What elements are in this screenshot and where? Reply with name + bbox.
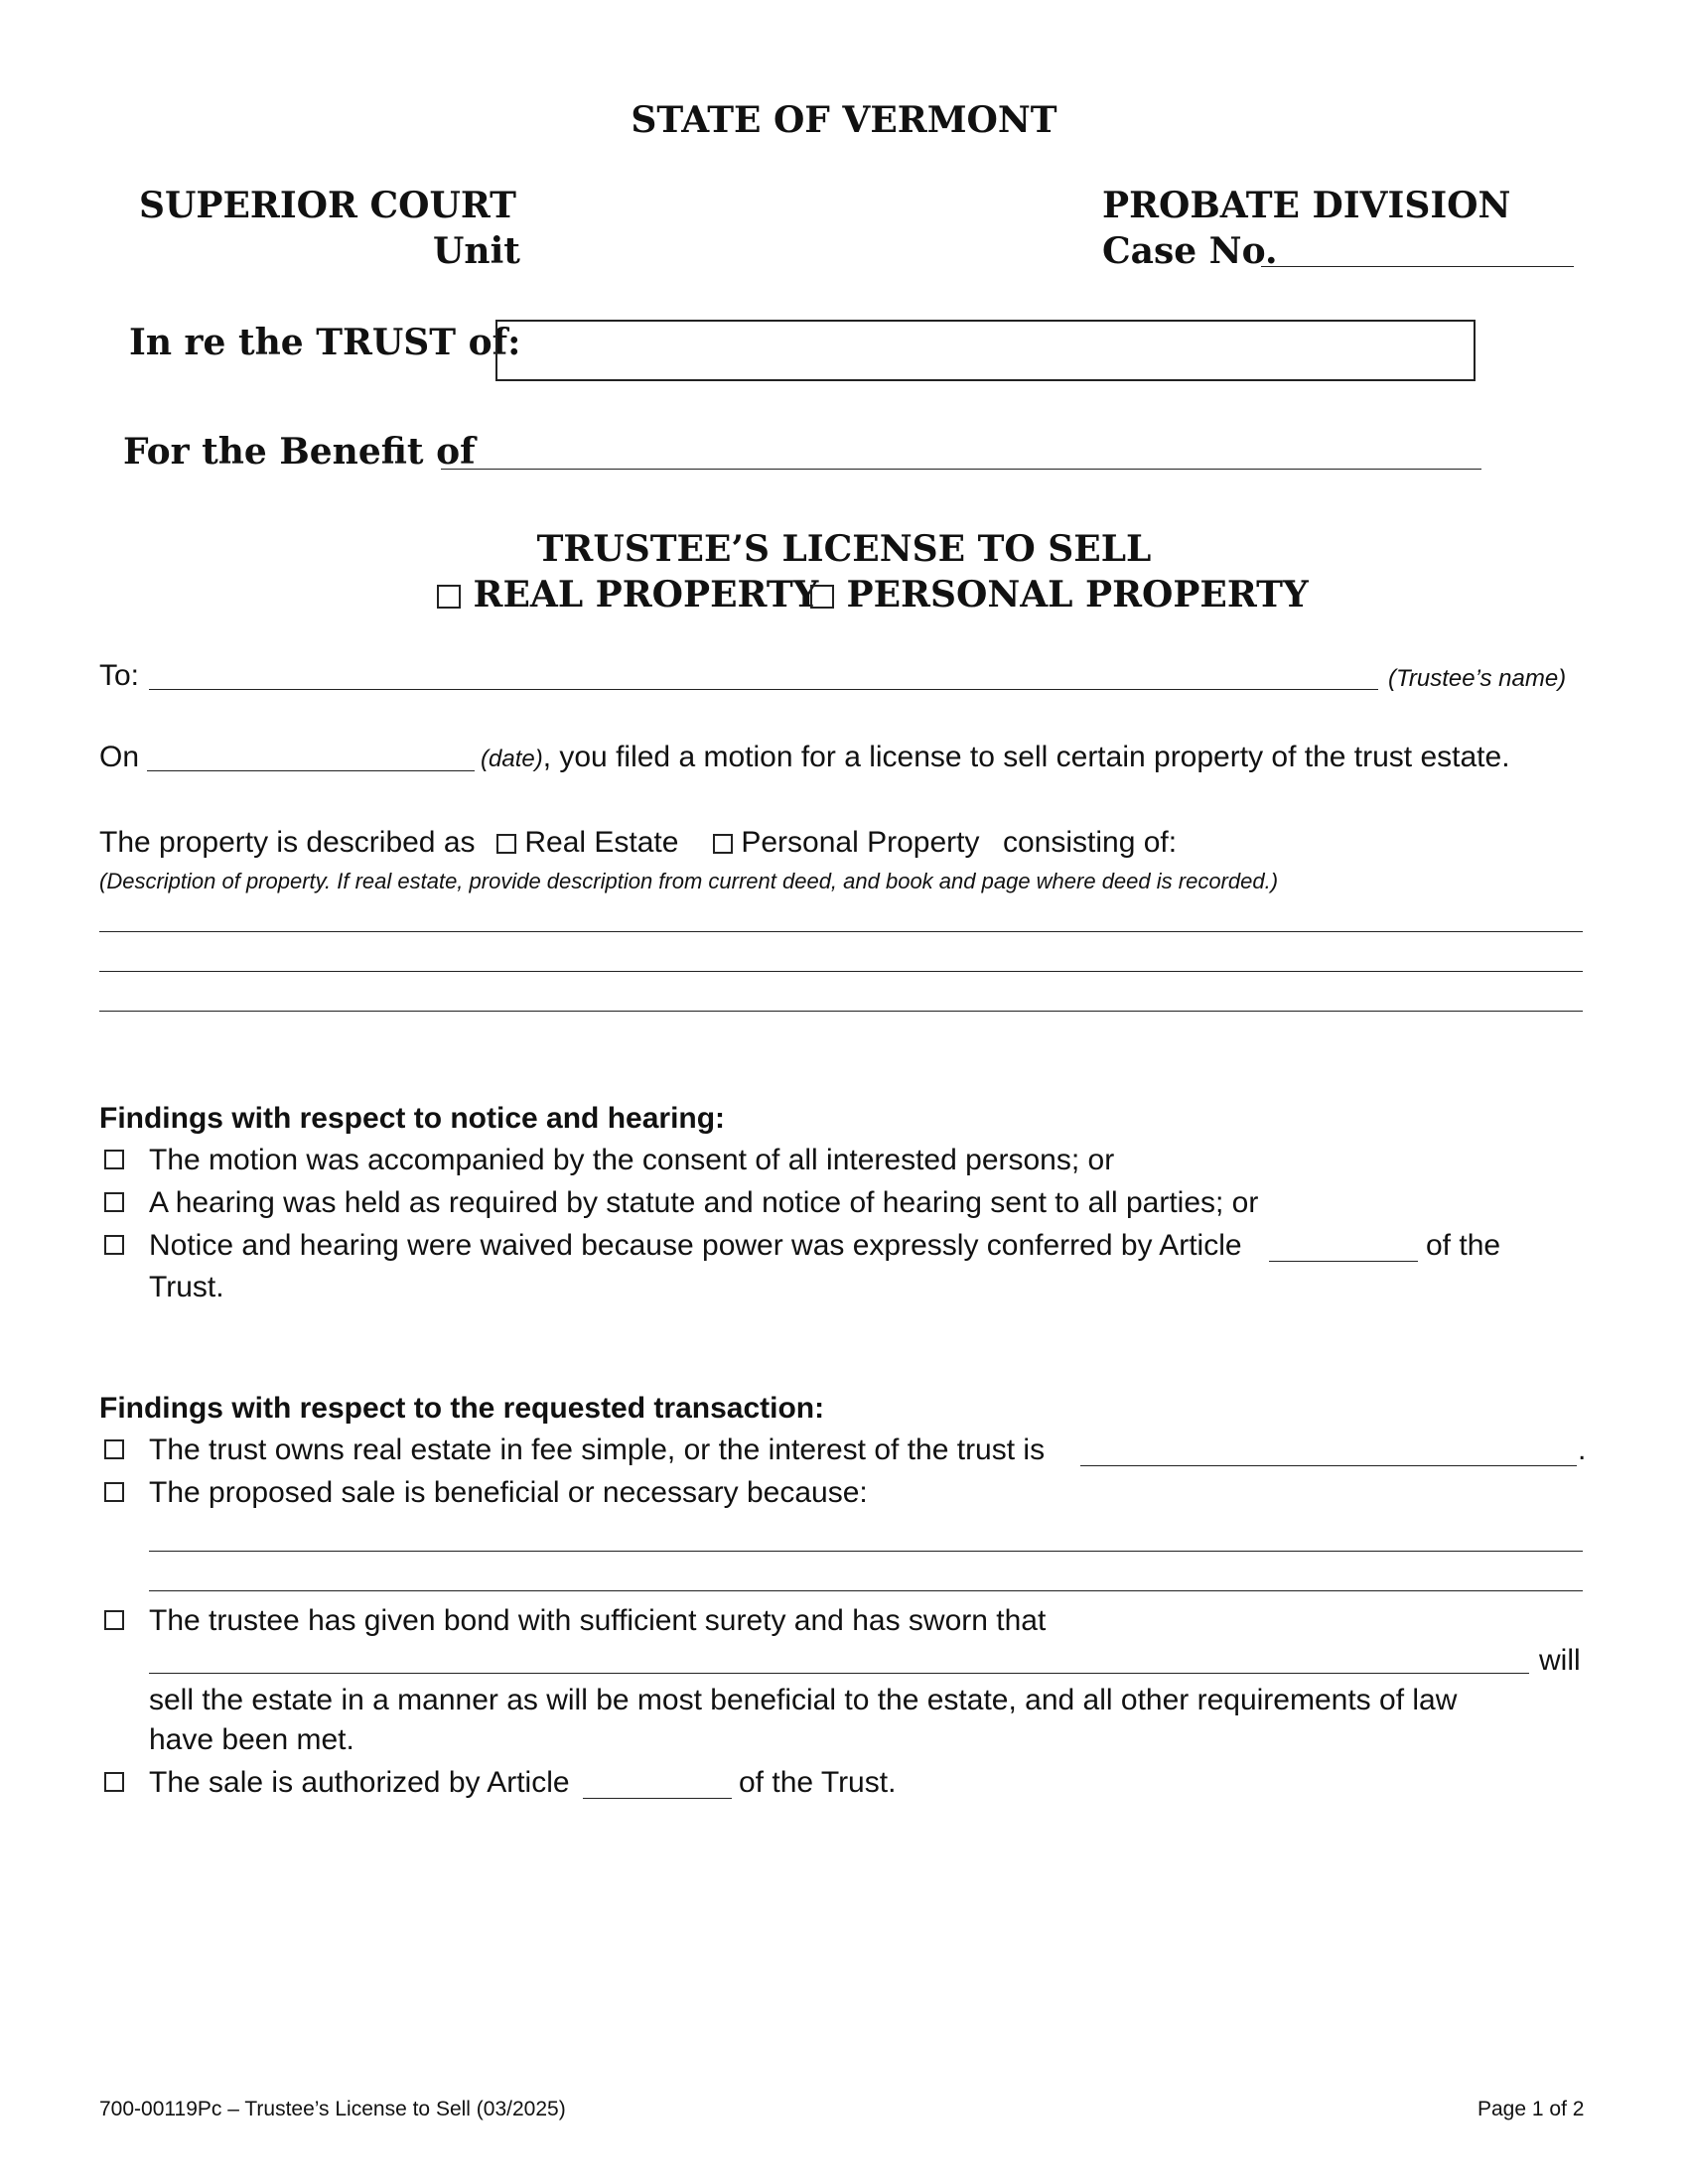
bond-sell-text: sell the estate in a manner as will be most beneficial to the estate, and all other requirements of law (149, 1684, 1458, 1716)
real-estate-checkbox[interactable] (496, 834, 516, 854)
property-label: The property is described as (99, 826, 476, 859)
trustee-name-field[interactable] (149, 689, 1378, 690)
trust-name-field[interactable] (495, 320, 1476, 381)
notice-waived-text: Notice and hearing were waived because power was expressly conferred by Article (149, 1229, 1242, 1262)
case-no-field[interactable] (1261, 266, 1574, 267)
benefit-label: For the Benefit of (123, 431, 476, 473)
findings-notice-heading: Findings with respect to notice and hearing: (99, 1102, 726, 1135)
property-desc-line-2[interactable] (99, 971, 1583, 972)
personal-property-option[interactable] (810, 574, 1309, 615)
unit-label: Unit (433, 230, 520, 272)
motion-text: , you filed a motion for a license to sell certain property of the trust estate. (542, 741, 1510, 773)
division-name: PROBATE DIVISION (1102, 185, 1511, 226)
bond-met-text: have been met. (149, 1723, 354, 1756)
on-label: On (99, 741, 140, 773)
authorized-of-trust-text: of the Trust. (739, 1766, 897, 1799)
bond-text: The trustee has given bond with sufficient surety and has sworn that (149, 1604, 1047, 1637)
notice-hearing-checkbox[interactable] (104, 1192, 124, 1212)
date-hint: (date) (481, 746, 543, 772)
fee-simple-text: The trust owns real estate in fee simple, or the interest of the trust is (149, 1433, 1046, 1466)
sworn-name-field[interactable] (149, 1673, 1529, 1674)
authorized-checkbox[interactable] (104, 1772, 124, 1792)
personal-property-opt[interactable] (713, 826, 979, 860)
trustee-name-hint: (Trustee’s name) (1388, 665, 1567, 692)
page-number: Page 1 of 2 (1477, 2098, 1585, 2120)
motion-date-row (481, 741, 1510, 774)
fee-simple-period: . (1578, 1433, 1587, 1466)
notice-consent-text: The motion was accompanied by the consent of all interested persons; or (149, 1144, 1115, 1176)
notice-waived-checkbox[interactable] (104, 1235, 124, 1255)
trust-interest-field[interactable] (1080, 1465, 1577, 1466)
in-re-label: In re the TRUST of: (129, 322, 521, 363)
real-property-checkbox[interactable] (437, 585, 461, 609)
notice-article-field[interactable] (1269, 1261, 1418, 1262)
real-property-option[interactable] (437, 574, 818, 615)
personal-property-label: PERSONAL PROPERTY (846, 574, 1309, 615)
notice-trust-text: Trust. (149, 1271, 224, 1303)
beneficial-reason-line-2[interactable] (149, 1590, 1583, 1591)
state-heading: STATE OF VERMONT (631, 99, 1057, 141)
notice-of-the-text: of the (1426, 1229, 1501, 1262)
notice-hearing-text: A hearing was held as required by statute and notice of hearing sent to all parties; or (149, 1186, 1259, 1219)
personal-property-checkbox[interactable] (810, 585, 834, 609)
consisting-label: consisting of: (1003, 826, 1178, 859)
real-estate-label: Real Estate (524, 826, 679, 859)
beneficiary-field[interactable] (441, 469, 1481, 470)
form-id: 700-00119Pc – Trustee’s License to Sell (03/2025) (99, 2098, 566, 2120)
beneficial-text: The proposed sale is beneficial or necessary because: (149, 1476, 868, 1509)
bond-checkbox[interactable] (104, 1610, 124, 1630)
court-name: SUPERIOR COURT (139, 185, 516, 226)
authorized-article-field[interactable] (583, 1798, 732, 1799)
beneficial-reason-line-1[interactable] (149, 1551, 1583, 1552)
notice-consent-checkbox[interactable] (104, 1150, 124, 1169)
personal-property-checkbox-2[interactable] (713, 834, 733, 854)
personal-property-label-2: Personal Property (741, 826, 980, 859)
findings-transaction-heading: Findings with respect to the requested transaction: (99, 1392, 825, 1425)
form-title: TRUSTEE’S LICENSE TO SELL (536, 528, 1152, 570)
to-label: To: (99, 659, 140, 692)
authorized-text: The sale is authorized by Article (149, 1766, 570, 1799)
bond-will-text: will (1539, 1644, 1581, 1677)
fee-simple-checkbox[interactable] (104, 1439, 124, 1459)
case-no-label: Case No. (1102, 230, 1278, 272)
motion-date-field[interactable] (147, 770, 475, 771)
property-hint: (Description of property. If real estate, provide description from current deed, and book and page where deed is recorded.) (99, 869, 1279, 893)
property-desc-line-1[interactable] (99, 931, 1583, 932)
beneficial-checkbox[interactable] (104, 1482, 124, 1502)
real-property-label: REAL PROPERTY (473, 574, 819, 615)
property-desc-line-3[interactable] (99, 1011, 1583, 1012)
real-estate-option[interactable] (496, 826, 678, 860)
